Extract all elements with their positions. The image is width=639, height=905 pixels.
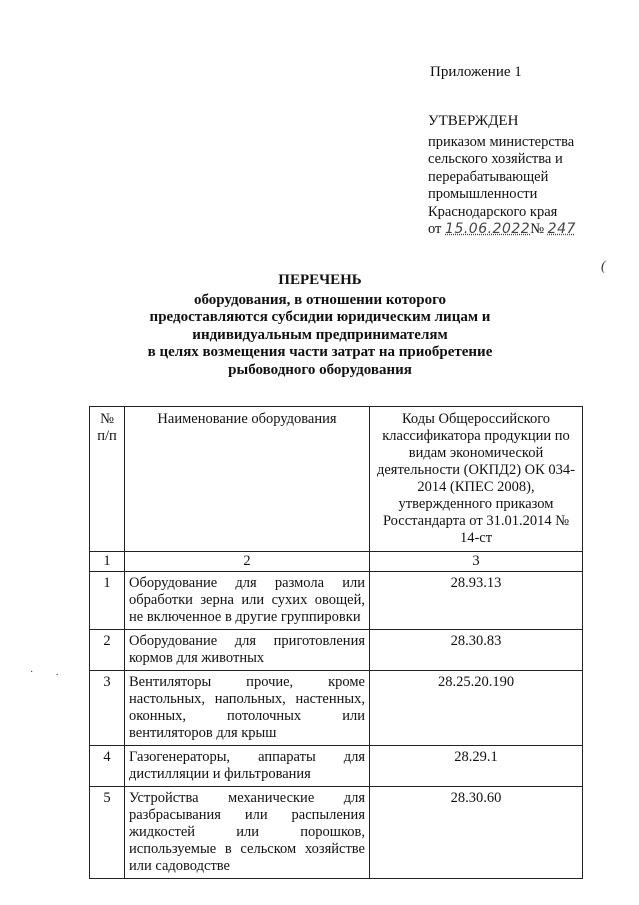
- title-line: рыбоводного оборудования: [228, 361, 412, 378]
- row-number: 4: [90, 746, 125, 787]
- row-code: 28.30.60: [370, 787, 583, 879]
- header-cell-name: Наименование оборудования: [125, 407, 370, 552]
- column-number-cell: 1: [90, 552, 125, 572]
- header-cell-number: № п/п: [90, 407, 125, 552]
- column-number-row: [90, 552, 583, 572]
- row-number: 5: [90, 787, 125, 879]
- table-row: [90, 630, 583, 671]
- appendix-label: Приложение 1: [430, 64, 522, 80]
- table-row: [90, 671, 583, 746]
- approval-line: промышленности: [428, 186, 538, 202]
- title-line: индивидуальным предпринимателям: [192, 326, 448, 343]
- approval-block: [428, 113, 576, 239]
- row-code: 28.25.20.190: [370, 671, 583, 746]
- table-header-row: [90, 407, 583, 552]
- approval-line: сельского хозяйства и: [428, 151, 563, 167]
- approval-line: приказом министерства: [428, 133, 575, 150]
- header-cell-code: Коды Общероссийского классификатора продукции по видам экономической деятельности (ОКПД2) ОК 034-2014 (КПЕС 2008), утвержденного приказом Росстандарта от 31.01.2014 № 14-ст: [370, 407, 583, 552]
- table-row: [90, 572, 583, 630]
- approval-line: перерабатывающей: [428, 168, 549, 185]
- title-heading: ПЕРЕЧЕНЬ: [278, 272, 362, 288]
- handwritten-date: 15.06.2022: [445, 221, 531, 237]
- equipment-table: [89, 406, 583, 879]
- document-title: [100, 272, 540, 380]
- row-name: Вентиляторы прочие, кроме настольных, напольных, настенных, оконных, потолочных или вентиляторов для крыш: [125, 671, 370, 746]
- title-line: оборудования, в отношении которого: [193, 291, 447, 308]
- row-name: Устройства механические для разбрасывания или распыления жидкостей или порошков, используемые в сельском хозяйстве или садоводстве: [125, 787, 370, 879]
- column-number-cell: 3: [370, 552, 583, 572]
- row-name: Оборудование для размола или обработки зерна или сухих овощей, не включенное в другие группировки: [125, 572, 370, 630]
- row-number: 1: [90, 572, 125, 630]
- row-code: 28.29.1: [370, 746, 583, 787]
- stray-marks: · .: [30, 667, 69, 678]
- table-row: [90, 787, 583, 879]
- row-name: Газогенераторы, аппараты для дистилляции и фильтрования: [125, 746, 370, 787]
- row-name: Оборудование для приготовления кормов для животных: [125, 630, 370, 671]
- approval-date-line: [428, 221, 576, 239]
- row-number: 2: [90, 630, 125, 671]
- number-prefix: №: [530, 221, 545, 237]
- date-prefix: от: [428, 221, 442, 237]
- title-line: в целях возмещения части затрат на приобретение: [147, 344, 493, 361]
- title-line: предоставляются субсидии юридическим лицам и: [149, 309, 491, 326]
- row-number: 3: [90, 671, 125, 746]
- margin-mark: (: [601, 259, 606, 274]
- row-code: 28.30.83: [370, 630, 583, 671]
- column-number-cell: 2: [125, 552, 370, 572]
- approval-heading: УТВЕРЖДЕН: [428, 113, 519, 129]
- table-row: [90, 746, 583, 787]
- row-code: 28.93.13: [370, 572, 583, 630]
- handwritten-number: 247: [547, 221, 576, 237]
- approval-line: Краснодарского края: [428, 203, 558, 220]
